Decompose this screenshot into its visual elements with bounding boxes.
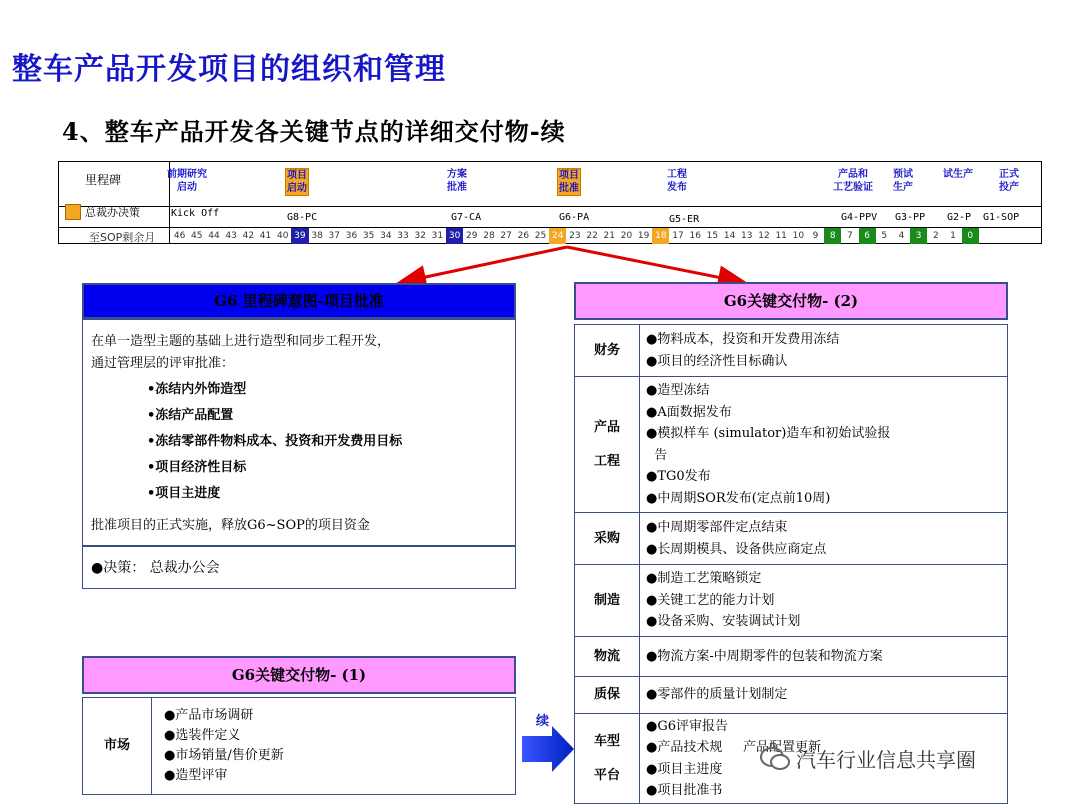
decision-text: ●决策： 总裁办公会 [91, 560, 220, 576]
milestone-concept-approval: 方案 批准 [447, 169, 467, 193]
gate-g7: G7-CA [451, 212, 482, 223]
table-row [575, 565, 1008, 637]
category-cell: 财务 [575, 325, 640, 377]
table-row [575, 377, 1008, 513]
gate-g2: G2-P [947, 212, 972, 223]
months-to-sop-row [171, 228, 979, 244]
deliverables-1-table [82, 697, 516, 795]
table-row [83, 698, 516, 795]
month-cell: 33 [397, 231, 409, 241]
month-cell: 38 [311, 231, 323, 241]
table-row [575, 513, 1008, 565]
month-cell: 40 [276, 231, 289, 241]
month-cell: 8 [824, 228, 841, 244]
month-cell: 42 [242, 231, 255, 241]
intro-bullet: •冻结内外饰造型 [147, 382, 247, 397]
month-cell: 23 [569, 231, 581, 241]
deliverables-1-header: G6关键交付物- (1) [82, 656, 516, 694]
month-cell: 3 [910, 228, 927, 244]
gate-g8: G8-PC [287, 212, 318, 223]
milestone-engineering-release: 工程 发布 [667, 169, 687, 193]
category-cell: 采购 [575, 513, 640, 565]
gate-g4: G4-PPV [841, 212, 878, 223]
decision-box [82, 546, 516, 589]
item: ●选装件定义 [164, 728, 241, 743]
month-cell: 19 [637, 231, 650, 241]
item: ●项目主进度 [646, 761, 723, 777]
month-cell: 22 [586, 231, 598, 241]
items-cell [640, 565, 1008, 637]
month-cell: 10 [792, 231, 805, 241]
month-cell: 1 [950, 231, 956, 241]
gate-g3: G3-PP [895, 212, 926, 223]
category-cell: 市场 [83, 698, 152, 795]
month-cell: 14 [723, 231, 736, 241]
milestone-project-approval: 项目 批准 [559, 170, 579, 194]
gate-g6: G6-PA [559, 212, 590, 223]
item: ●中周期零部件定点结束 [646, 520, 788, 535]
intro-bullet: •项目主进度 [147, 486, 221, 501]
item: ●长周期模具、设备供应商定点 [646, 541, 827, 557]
g6-intent-header: G6 里程碑意图-项目批准 [82, 283, 516, 319]
item: ●物流方案-中周期零件的包装和物流方案 [646, 648, 883, 664]
month-cell: 16 [689, 231, 701, 241]
deliverables-2-table [574, 324, 1008, 804]
intro-line-1: 在单一造型主题的基础上进行造型和同步工程开发， [91, 334, 391, 349]
month-cell: 35 [362, 231, 375, 241]
milestone-timeline [58, 161, 1042, 244]
decision-legend-swatch [65, 204, 81, 220]
item: ●产品市场调研 [164, 708, 254, 723]
month-cell: 5 [881, 231, 888, 241]
milestone-row-label: 里程碑 [85, 173, 122, 187]
category-cell: 制造 [575, 565, 640, 637]
month-cell: 41 [259, 231, 272, 241]
month-cell: 32 [414, 231, 426, 241]
continue-label: 续 [536, 714, 550, 729]
item: ●产品技术规 产品配置更新 [646, 740, 822, 755]
milestone-early-research: 前期研究 启动 [167, 169, 207, 193]
milestone-pre-trial-production: 预试 生产 [893, 169, 913, 193]
intro-bullet: •项目经济性目标 [147, 460, 247, 475]
month-cell: 45 [191, 231, 203, 241]
month-cell: 43 [225, 231, 237, 241]
month-cell: 7 [847, 231, 853, 241]
month-cell: 21 [603, 231, 615, 241]
month-cell: 20 [620, 231, 633, 241]
month-cell: 34 [380, 231, 392, 241]
category-cell: 车型 平台 [575, 714, 640, 804]
month-cell: 29 [466, 231, 478, 241]
milestone-project-start: 项目 启动 [287, 170, 307, 194]
month-cell: 39 [291, 228, 308, 244]
month-cell: 13 [741, 231, 753, 241]
item: ●关键工艺的能力计划 [646, 592, 775, 608]
month-cell: 46 [173, 231, 186, 241]
milestone-sop: 正式 投产 [999, 169, 1019, 193]
item: ●设备采购、安装调试计划 [646, 614, 801, 630]
items-cell [640, 513, 1008, 565]
watermark-text: 汽车行业信息共享圈 [796, 748, 976, 772]
item: ●造型冻结 [646, 383, 710, 398]
item: ●模拟样车 (simulator)造车和初始试验报 [646, 426, 891, 441]
month-cell: 12 [758, 231, 770, 241]
intro-bullet: •冻结产品配置 [147, 408, 234, 423]
month-cell: 2 [932, 231, 939, 241]
months-row-label: 至SOP剩余月 [89, 231, 156, 244]
item: ●造型评审 [164, 768, 228, 783]
month-cell: 31 [431, 231, 444, 241]
month-cell: 15 [706, 231, 719, 241]
category-cell: 产品 工程 [575, 377, 640, 513]
items-cell [640, 325, 1008, 377]
table-row [575, 637, 1008, 677]
item: ●TG0发布 [646, 469, 711, 484]
month-cell: 4 [898, 231, 905, 241]
intro-bullet: •冻结零部件物料成本、投资和开发费用目标 [147, 434, 403, 449]
month-cell: 28 [483, 231, 495, 241]
category-cell: 物流 [575, 637, 640, 677]
wechat-icon [760, 746, 790, 772]
g6-intent-body [82, 319, 516, 546]
gate-kickoff: Kick Off [171, 208, 220, 219]
month-cell: 9 [812, 231, 819, 241]
item: ●零部件的质量计划制定 [646, 687, 788, 703]
month-cell: 0 [962, 228, 979, 244]
items-cell [640, 637, 1008, 677]
month-cell: 44 [208, 231, 220, 241]
table-row [575, 677, 1008, 714]
item: ●项目的经济性目标确认 [646, 353, 788, 369]
month-cell: 26 [517, 231, 530, 241]
milestone-product-process-validation: 产品和 工艺验证 [833, 169, 873, 193]
month-cell: 18 [652, 228, 669, 244]
item: ●市场销量/售价更新 [164, 748, 284, 763]
gate-g1: G1-SOP [983, 212, 1020, 223]
month-cell: 6 [859, 228, 876, 244]
item: 告 [646, 447, 668, 463]
month-cell: 27 [500, 231, 512, 241]
items-cell [640, 677, 1008, 714]
intro-closing: 批准项目的正式实施，释放G6~SOP的项目资金 [91, 518, 370, 533]
page-title: 整车产品开发项目的组织和管理 [12, 52, 446, 87]
items-cell [152, 698, 516, 795]
item: ●G6评审报告 [646, 718, 728, 734]
watermark [760, 744, 976, 773]
month-cell: 17 [672, 231, 684, 241]
month-cell: 24 [549, 228, 566, 244]
gate-g5: G5-ER [669, 214, 700, 225]
item: ●A面数据发布 [646, 404, 732, 420]
month-cell: 11 [775, 231, 787, 241]
month-cell: 37 [328, 231, 340, 241]
table-row [575, 325, 1008, 377]
item: ●项目批准书 [646, 783, 723, 798]
category-cell: 质保 [575, 677, 640, 714]
milestone-trial-production: 试生产 [943, 169, 973, 180]
decision-row-label: 总裁办决策 [85, 206, 140, 219]
deliverables-2-header: G6关键交付物- (2) [574, 282, 1008, 320]
item: ●中周期SOR发布(定点前10周) [646, 490, 831, 506]
month-cell: 36 [345, 231, 358, 241]
continue-arrow-icon [522, 726, 574, 772]
items-cell [640, 377, 1008, 513]
page-subtitle: 4、整车产品开发各关键节点的详细交付物-续 [62, 117, 566, 146]
intro-line-2: 通过管理层的评审批准： [91, 356, 235, 371]
item: ●制造工艺策略锁定 [646, 571, 762, 587]
month-cell: 25 [534, 231, 547, 241]
item: ●物料成本，投资和开发费用冻结 [646, 332, 840, 347]
month-cell: 30 [446, 228, 463, 244]
